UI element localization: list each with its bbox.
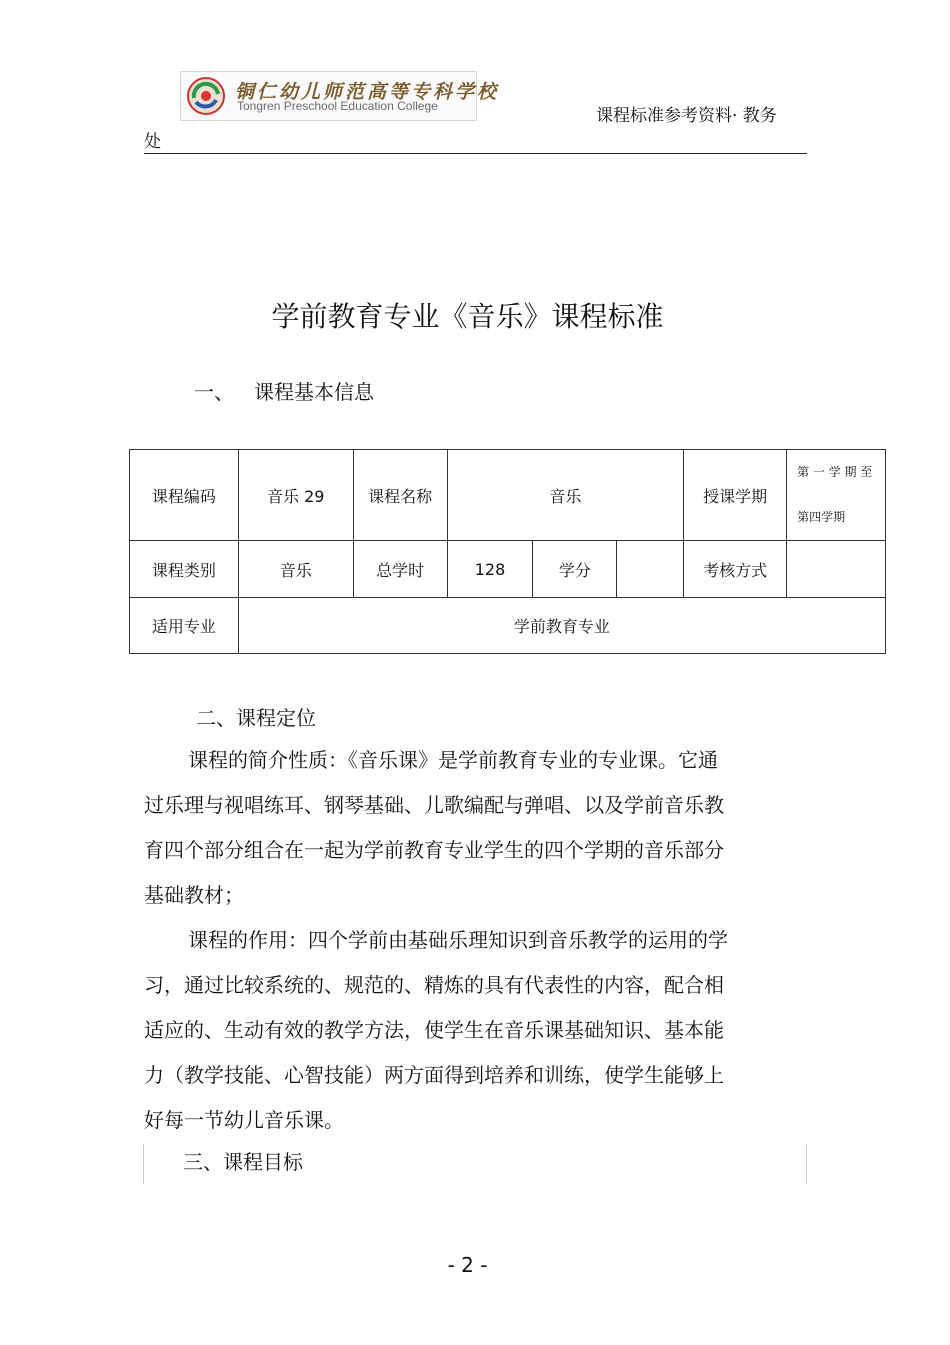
assessment-value bbox=[787, 541, 886, 598]
applicable-major-value: 学前教育专业 bbox=[238, 598, 885, 654]
total-hours-value: 128 bbox=[447, 541, 533, 598]
applicable-major-label: 适用专业 bbox=[130, 598, 239, 654]
paragraph-line: 适应的、生动有效的教学方法，使学生在音乐课基础知识、基本能 bbox=[144, 1018, 724, 1042]
term-label: 授课学期 bbox=[684, 450, 787, 541]
paragraph-line: 过乐理与视唱练耳、钢琴基础、儿歌编配与弹唱、以及学前音乐教 bbox=[144, 793, 724, 817]
paragraph-line: 基础教材； bbox=[144, 883, 244, 907]
term-value-line-1: 第 一 学 期 至 bbox=[797, 465, 873, 479]
paragraph-line: 育四个部分组合在一起为学前教育专业学生的四个学期的音乐部分 bbox=[144, 838, 724, 862]
table-row bbox=[130, 450, 886, 541]
school-emblem-icon bbox=[186, 76, 226, 116]
table-row bbox=[130, 541, 886, 598]
header-reference-text-continued: 处 bbox=[144, 132, 161, 152]
margin-line-left bbox=[143, 1144, 144, 1184]
page-number: - 2 - bbox=[447, 1253, 488, 1277]
document-title: 学前教育专业《音乐》课程标准 bbox=[271, 300, 664, 333]
course-nature-paragraph bbox=[144, 738, 754, 918]
term-value-line-2: 第四学期 bbox=[797, 510, 846, 524]
paragraph-line: 课程的简介性质：《音乐课》是学前教育专业的专业课。它通 bbox=[188, 748, 718, 772]
course-code-label: 课程编码 bbox=[130, 450, 239, 541]
logo-chinese-name: 铜仁幼儿师范高等专科学校 bbox=[235, 81, 500, 103]
course-role-paragraph bbox=[144, 918, 754, 1143]
total-hours-label: 总学时 bbox=[353, 541, 447, 598]
paragraph-line: 习，通过比较系统的、规范的、精炼的具有代表性的内容，配合相 bbox=[144, 973, 724, 997]
course-type-label: 课程类别 bbox=[130, 541, 239, 598]
course-type-value: 音乐 bbox=[238, 541, 353, 598]
course-info-table bbox=[129, 449, 886, 654]
section-1-heading bbox=[194, 376, 374, 405]
school-logo bbox=[180, 71, 500, 121]
course-code-value: 音乐 29 bbox=[238, 450, 353, 541]
course-name-value: 音乐 bbox=[447, 450, 684, 541]
assessment-label: 考核方式 bbox=[684, 541, 787, 598]
paragraph-line: 课程的作用：四个学前由基础乐理知识到音乐教学的运用的学 bbox=[188, 928, 728, 952]
table-row bbox=[130, 598, 886, 654]
credit-value bbox=[617, 541, 684, 598]
section-3-heading: 三、课程目标 bbox=[183, 1150, 303, 1174]
section-1-number: 一、 bbox=[194, 380, 234, 404]
header-reference-text: 课程标准参考资料· 教务 bbox=[596, 106, 777, 126]
paragraph-line: 好每一节幼儿音乐课。 bbox=[144, 1108, 344, 1132]
term-value bbox=[787, 450, 886, 541]
paragraph-line: 力（教学技能、心智技能）两方面得到培养和训练，使学生能够上 bbox=[144, 1063, 724, 1087]
credit-label: 学分 bbox=[533, 541, 617, 598]
course-name-label: 课程名称 bbox=[353, 450, 447, 541]
margin-line-right bbox=[806, 1144, 807, 1184]
section-2-heading: 二、课程定位 bbox=[196, 706, 316, 730]
header-rule bbox=[144, 153, 807, 154]
section-1-label: 课程基本信息 bbox=[254, 380, 374, 404]
logo-english-name: Tongren Preschool Education College bbox=[237, 99, 438, 113]
